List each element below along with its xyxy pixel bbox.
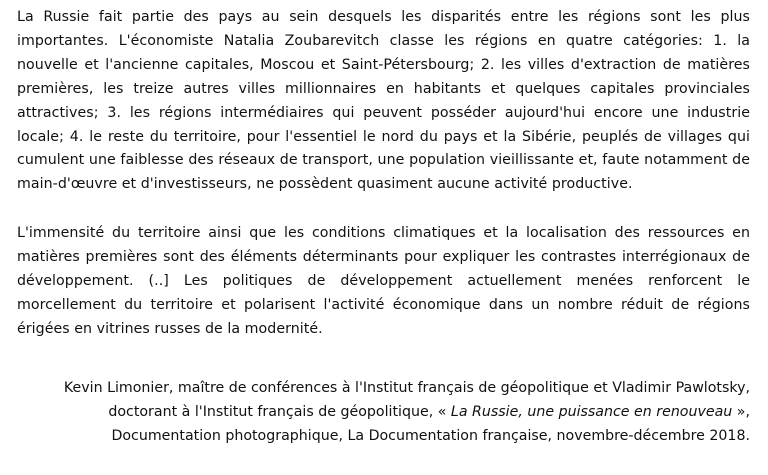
source-title: La Russie, une puissance en renouveau: [450, 403, 733, 420]
source-citation: [17, 377, 750, 449]
paragraph-regional-disparities: La Russie fait partie des pays au sein desquels les disparités entre les régions sont les plus importantes. L'économiste Natalia Zoubarevitch classe les régions en quatre catégories: 1. la nouvelle et l'ancienne capitales, Moscou et Saint-Pétersbourg; 2. les villes d'extraction de matières premières, les treize autres villes millionnaires en habitants et quelques capitales provinciales attractives; 3. les régions intermédiaires qui peuvent posséder aujourd'hui encore une industrie locale; 4. le reste du territoire, pour l'essentiel le nord du pays et la Sibérie, peuplés de villages qui cumulent une faiblesse des réseaux de transport, une population vieillissante et, faute notamment de main-d'œuvre et d'investisseurs, ne possèdent quasiment aucune activité productive.: [17, 9, 750, 193]
document: [17, 6, 750, 449]
paragraph-territory-contrasts: L'immensité du territoire ainsi que les conditions climatiques et la localisation des ressources en matières premières sont des éléments déterminants pour expliquer les contrastes interrégionaux de développement. (..] Les politiques de développement actuellement menées renforcent le morcellement du territoire et polarisent l'activité économique dans un nombre réduit de régions érigées en vitrines russes de la modernité.: [17, 225, 750, 337]
source-authors: Kevin Limonier, maître de conférences à l'Institut français de géopolitique et Vladimir Pawlotsky, doctorant à l'Institut français de géopolitique, «: [63, 379, 750, 420]
source-publication: », Documentation photographique, La Documentation française, novembre-décembre 2018.: [111, 403, 750, 444]
